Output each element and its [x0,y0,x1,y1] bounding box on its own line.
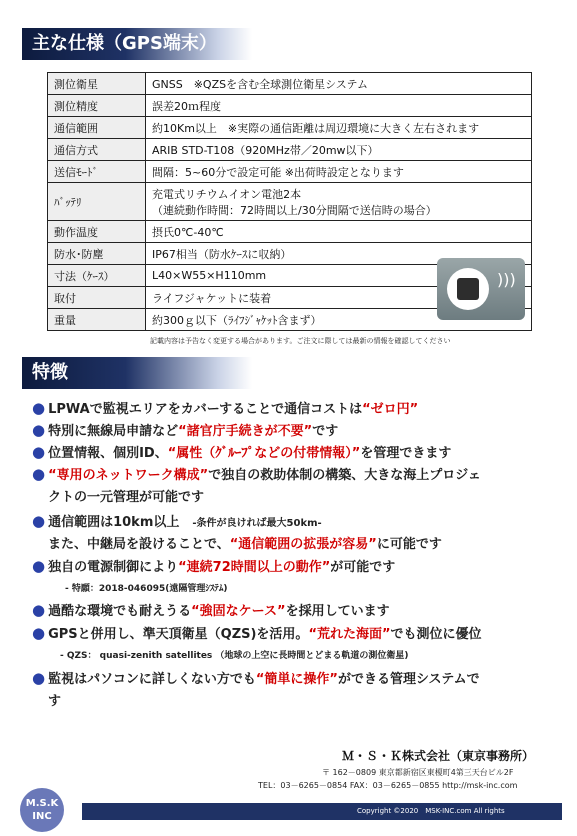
spec-value: 誤差20ｍ程度 [146,95,532,117]
company-contact: TEL：03－6265－0854 FAX：03－6265－0855 http://msk-inc.com [258,781,518,790]
feature-item: ● 過酷な環境でも耐えうる“強固なケース”を採用しています [32,601,390,619]
spec-row [48,139,532,161]
spec-key: 重量 [48,309,146,331]
feature-item-cont: クトの一元管理が可能です [48,490,205,505]
bullet-icon: ● [32,557,46,575]
spec-value: 約300ｇ以下（ﾗｲﾌｼﾞｬｹｯﾄ含まず） [146,309,532,331]
spec-key: 測位衛星 [48,73,146,95]
feature-item: ● 位置情報、個別ID、“属性（ｸﾞﾙｰﾌﾟなどの付帯情報）”を管理できます [32,443,452,461]
spec-note: 記載内容は予告なく変更する場合があります。ご注文に際しては最新の情報を確認してください [150,337,451,345]
spec-value: 約10Km以上 ※実際の通信距離は周辺環境に大きく左右されます [146,117,532,139]
bullet-icon: ● [32,601,46,619]
spec-row [48,221,532,243]
spec-value: IP67相当（防水ｹｰｽに収納） [146,243,532,265]
spec-value: ARIB STD-T108（920MHz帯／20mw以下） [146,139,532,161]
spec-key: 送信ﾓｰﾄﾞ [48,161,146,183]
spec-row [48,117,532,139]
company-logo: M.S.K INC [20,788,64,832]
bullet-icon: ● [32,421,46,439]
feature-item: ● LPWAで監視エリアをカバーすることで通信コストは“ゼロ円” [32,399,419,417]
spec-section-title: 主な仕様（GPS端末） [22,28,252,60]
footer-bar [82,803,562,820]
spec-value-line1: 充電式リチウムイオン電池2本 [152,187,302,201]
spec-value: L40×W55×H110mm [146,265,532,287]
bullet-icon: ● [32,624,46,642]
spec-row [48,95,532,117]
bullet-icon: ● [32,512,46,530]
spec-value: 間隔：5~60分で設定可能 ※出荷時設定となります [146,161,532,183]
spec-value: GNSS ※QZSを含む全球測位衛星システム [146,73,532,95]
features-section-title: 特徴 [22,357,252,389]
spec-row [48,73,532,95]
bullet-icon: ● [32,465,46,483]
feature-item: ● “専用のネットワーク構成”で独自の救助体制の構築、大きな海上プロジェ [32,465,481,483]
company-name: Ｍ・Ｓ・Ｋ株式会社（東京事務所） [342,749,535,763]
spec-key: 寸法（ｹｰｽ） [48,265,146,287]
feature-item: ● 通信範囲は10km以上 -条件が良ければ最大50km- [32,512,322,530]
feature-item-cont: また、中継局を設けることで、“通信範囲の拡張が容易”に可能です [48,537,442,552]
signal-icon: ))) [497,270,516,289]
spec-value: 摂氏0℃-40℃ [146,221,532,243]
bullet-icon: ● [32,669,46,687]
feature-item: ● GPSと併用し、準天頂衛星（QZS)を活用。“荒れた海面”でも測位に優位 [32,624,482,642]
feature-item: ● 監視はパソコンに詳しくない方でも“簡単に操作”ができる管理システムで [32,669,480,687]
spec-key: 測位精度 [48,95,146,117]
life-jacket-icon [457,278,479,300]
spec-row [48,183,532,221]
spec-key: ﾊﾞｯﾃﾘ [48,183,146,221]
patent-note: - 特願：2018-046095(遠隔管理ｼｽﾃﾑ) [65,584,228,594]
bullet-icon: ● [32,443,46,461]
spec-row [48,161,532,183]
spec-key: 通信範囲 [48,117,146,139]
spec-key: 通信方式 [48,139,146,161]
feature-item-cont: す [48,694,62,709]
copyright: Copyright ©2020 MSK-INC.com All rights [357,807,505,815]
spec-key: 防水･防塵 [48,243,146,265]
bullet-icon: ● [32,399,46,417]
company-address: 〒 162－0809 東京都新宿区東榎町4第三天台ビル2F [322,768,514,777]
spec-value [146,183,532,221]
spec-value: ライフジャケットに装着 [146,287,532,309]
feature-item: ● 特別に無線局申請など“諸官庁手続きが不要”です [32,421,339,439]
spec-key: 取付 [48,287,146,309]
spec-key: 動作温度 [48,221,146,243]
feature-item: ● 独自の電源制御により“連続72時間以上の動作”が可能です [32,557,396,575]
spec-value-line2: （連続動作時間：72時間以上/30分間隔で送信時の場合） [152,203,437,217]
qzs-note: - QZS： quasi-zenith satellites （地球の上空に長時間とどまる軌道の測位衛星) [60,651,409,661]
device-image [437,258,525,320]
